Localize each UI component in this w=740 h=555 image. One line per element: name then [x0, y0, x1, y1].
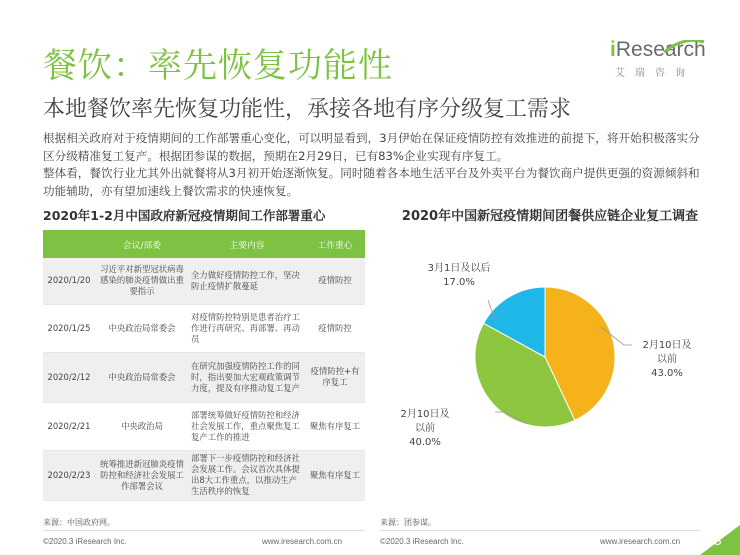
pie-label-2 [420, 262, 498, 290]
footer-divider-right [380, 530, 700, 531]
cell-focus: 聚焦有序复工 [305, 450, 365, 500]
pie-label-text: 以前 [657, 354, 677, 365]
cell-dept: 中央政治局常委会 [95, 304, 189, 352]
header-focus: 工作重心 [305, 230, 365, 258]
cell-content: 部署下一步疫情防控和经济社会发展工作。会议首次具体提出8大工作重点，以推动生产生活秩序的恢复 [189, 450, 305, 500]
pie-label-text: 以前 [415, 423, 435, 434]
cell-content: 对疫情防控特别是患者治疗工作进行再研究、再部署、再动员 [189, 304, 305, 352]
cell-dept: 中央政治局常委会 [95, 352, 189, 402]
intro-paragraph-1: 根据相关政府对于疫情期间的工作部署重心变化，可以明显看到，3月伊始在保证疫情防控有效推进的前提下，将开始积极落实分区分级精准复工复产。根据团参谋的数据，预期在2月29日，已有83%企业实现有序复工。 [43, 131, 700, 163]
cell-date: 2020/2/12 [43, 352, 95, 402]
cell-dept: 统筹推进新冠肺炎疫情防控和经济社会发展工作部署会议 [95, 450, 189, 500]
pie-value-label: 43.0% [651, 368, 683, 379]
pie-label-1 [388, 408, 462, 450]
table-title: 2020年1-2月中国政府新冠疫情期间工作部署重心 [43, 208, 326, 223]
cell-date: 2020/1/25 [43, 304, 95, 352]
logo-brand-i: i [610, 38, 616, 61]
cell-date: 2020/2/21 [43, 402, 95, 450]
cell-date: 2020/1/20 [43, 258, 95, 304]
footer-divider-left [43, 530, 365, 531]
logo-brand-rest: Research [615, 38, 706, 61]
cell-content: 在研究加强疫情防控工作的同时，指出要加大宏观政策调节力度，提及有序推动复工复产 [189, 352, 305, 402]
cell-date: 2020/2/23 [43, 450, 95, 500]
cell-dept: 习近平对新型冠状病毒感染的肺炎疫情做出重要指示 [95, 258, 189, 304]
header-dept: 会议/部委 [95, 230, 189, 258]
cell-focus: 疫情防控 [305, 258, 365, 304]
logo-subtitle: 艾瑞咨询 [615, 68, 695, 79]
footer-url-right: www.iresearch.com.cn [600, 537, 681, 546]
footer-copyright-left: ©2020.3 iResearch Inc. [43, 537, 127, 546]
page-number: 23 [706, 532, 722, 548]
footer-url-left: www.iresearch.com.cn [262, 537, 343, 546]
header-content: 主要内容 [189, 230, 305, 258]
footer-copyright-right: ©2020.3 iResearch Inc. [380, 537, 464, 546]
pie-value-label: 40.0% [409, 437, 441, 448]
table-source: 来源：中国政府网。 [43, 518, 115, 527]
pie-label-text: 2月10日及 [642, 340, 692, 351]
intro-paragraph-2: 整体看，餐饮行业尤其外出就餐将从3月初开始逐渐恢复。同时随着各本地生活平台及外卖平台为餐饮商户提供更强的资源倾斜和功能辅助，亦有望加速线上餐饮需求的快速恢复。 [43, 166, 700, 198]
chart-source: 来源：团参谋。 [380, 518, 436, 527]
cell-focus: 聚焦有序复工 [305, 402, 365, 450]
cell-focus: 疫情防控 [305, 304, 365, 352]
chart-title: 2020年中国新冠疫情期间团餐供应链企业复工调查 [401, 209, 699, 224]
pie-value-label: 17.0% [443, 277, 475, 288]
pie-label-0 [630, 339, 704, 381]
page-subtitle: 本地餐饮率先恢复功能性，承接各地有序分级复工需求 [43, 97, 572, 122]
cell-focus: 疫情防控+有序复工 [305, 352, 365, 402]
pie-label-text: 2月10日及 [400, 409, 450, 420]
cell-content: 部署统筹做好疫情防控和经济社会发展工作，重点聚焦复工复产工作的推进 [189, 402, 305, 450]
cell-dept: 中央政治局 [95, 402, 189, 450]
page-title: 餐饮：率先恢复功能性 [43, 46, 393, 86]
cell-content: 全力做好疫情防控工作，坚决防止疫情扩散蔓延 [189, 258, 305, 304]
pie-label-text: 3月1日及以后 [427, 263, 491, 274]
